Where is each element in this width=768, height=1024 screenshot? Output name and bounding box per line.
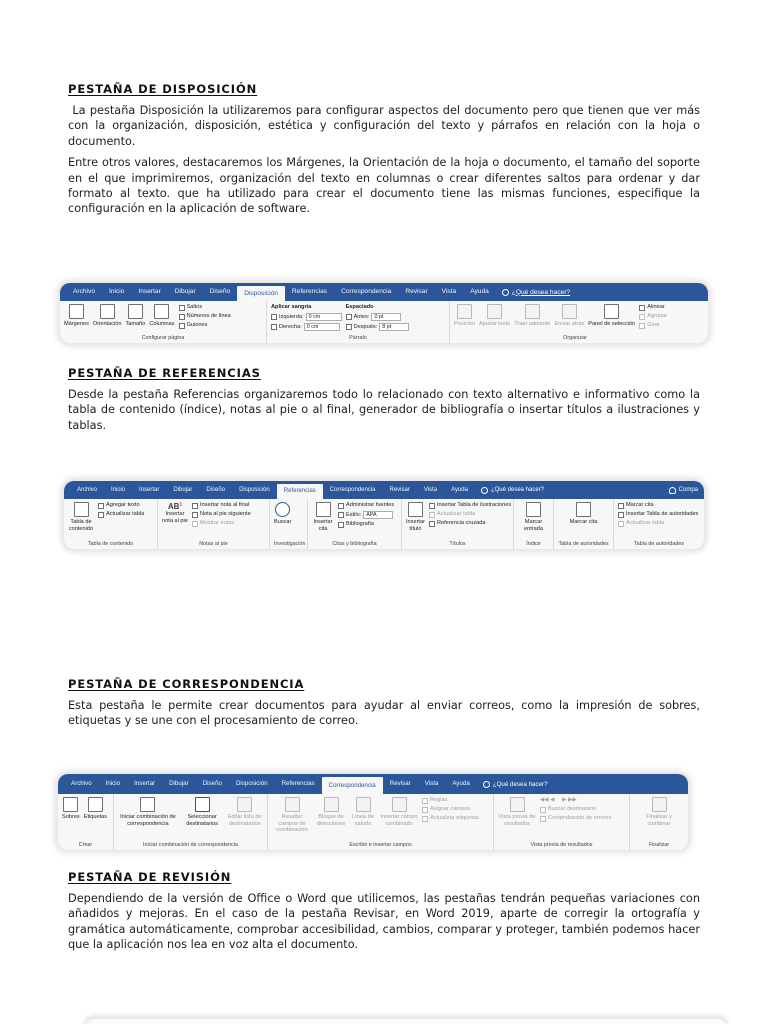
tab-diseno[interactable]: Diseño [202, 780, 222, 787]
asignar-campos-button[interactable] [422, 806, 479, 813]
mark-entry-icon [526, 502, 541, 517]
line-numbers-icon [179, 314, 185, 320]
rotate-icon [639, 323, 645, 329]
group-configurar-pagina [60, 301, 267, 343]
heading-correspondencia: PESTAÑA DE CORRESPONDENCIA [68, 677, 305, 691]
estilo-row [338, 511, 394, 519]
endnote-icon [192, 503, 198, 509]
position-icon [457, 304, 472, 319]
section-referencias [68, 366, 700, 439]
insertar-tabla-aut-label: Insertar Tabla de autoridades [626, 511, 699, 517]
ribbon-tabbar [64, 481, 704, 499]
align-icon [639, 305, 645, 311]
iniciar-label: Iniciar combinación de correspondencia [120, 814, 176, 827]
sobres-button[interactable] [62, 797, 80, 821]
agregar-texto-label: Agregar texto [106, 502, 140, 508]
agrupar-label: Agrupar [647, 313, 668, 319]
wrap-text-icon [487, 304, 502, 319]
espaciado-antes-row [346, 313, 410, 321]
insertar-nota-final-button[interactable] [192, 502, 251, 509]
hyphenation-icon [179, 323, 185, 329]
actualizar-tabla-button[interactable] [98, 511, 144, 518]
margenes-label: Márgenes [64, 321, 89, 327]
group-label-titulos: Títulos [449, 541, 466, 547]
group-label-configurar: Configurar página [141, 335, 185, 341]
tab-inicio[interactable]: Inicio [105, 780, 121, 787]
table-of-contents-icon [74, 502, 89, 517]
tab-diseno[interactable]: Diseño [209, 288, 231, 295]
espaciado-label: Espaciado [345, 304, 374, 310]
recipients-icon [195, 797, 210, 812]
insertar-nota-pie-button[interactable] [162, 502, 188, 525]
comprobacion-errores-button[interactable] [540, 815, 611, 822]
marcar-cita-button[interactable] [570, 502, 598, 526]
columnas-button[interactable] [149, 304, 174, 328]
finalizar-combinar-button[interactable] [639, 797, 679, 827]
group-label-iniciar: Iniciar combinación de correspondencia [143, 842, 238, 848]
tab-correspondencia[interactable]: Correspondencia [341, 288, 392, 295]
update-table-icon [98, 512, 104, 518]
marcar-cita2-label: Marcar cita [626, 502, 654, 508]
group-tabla-autoridades [554, 499, 614, 549]
bibliografia-label: Bibliografía [346, 521, 374, 527]
panel-label: Panel de selección [588, 321, 636, 327]
ajustar-label: Ajustar texto [479, 321, 511, 327]
tab-dibujar[interactable]: Dibujar [169, 780, 189, 787]
ribbon-tabbar [58, 774, 688, 794]
heading-referencias: PESTAÑA DE REFERENCIAS [68, 366, 261, 380]
sobres-label: Sobres [62, 814, 80, 820]
section-revision [68, 870, 700, 959]
insert-caption-icon [408, 502, 423, 517]
paragraph-referencias-1: Desde la pestaña Referencias organizaremos todo lo relacionado con texto alternativo e informativo como la tabla de contenido (índice), notas al pie o al final, generador de bibliografía o insertar títulos a ilustraciones y tablas. [68, 388, 700, 432]
tab-referencias[interactable]: Referencias [281, 780, 315, 787]
insertar-cita-button[interactable] [312, 502, 334, 532]
table-of-figures-icon [429, 503, 435, 509]
mark-citation-icon [618, 503, 624, 509]
nota-siguiente-label: Nota al pie siguiente [200, 511, 251, 517]
group-indice [514, 499, 554, 549]
group-label-tabla-aut2: Tabla de autoridades [633, 541, 685, 547]
group-iniciar-combinacion [114, 794, 268, 850]
style-icon [338, 512, 344, 518]
espaciado-despues-row [346, 323, 410, 331]
antes-label: Antes: [353, 313, 370, 320]
tab-revisar[interactable]: Revisar [389, 487, 410, 493]
bibliography-icon [338, 522, 344, 528]
match-fields-icon [422, 807, 428, 813]
referencia-cruzada-button[interactable] [429, 520, 511, 527]
group-titulos [402, 499, 514, 549]
address-block-icon [324, 797, 339, 812]
seleccionar-label: Seleccionar destinatarios [186, 814, 218, 827]
marcar-entrada-label: Marcar entrada [524, 519, 543, 532]
alinear-label: Alinear [647, 304, 665, 310]
tab-revisar[interactable]: Revisar [389, 780, 411, 787]
group-crear [58, 794, 114, 850]
group-parrafo [267, 301, 450, 343]
tell-me-text: ¿Qué desea hacer? [490, 487, 545, 493]
actualizar-tabla-ilus-button[interactable] [429, 511, 511, 518]
orientacion-label: Orientación [92, 321, 122, 327]
aplicar-sangria-label: Aplicar sangría [271, 304, 312, 310]
heading-disposicion: PESTAÑA DE DISPOSICIÓN [68, 82, 258, 96]
tab-disposicion[interactable]: Disposición [235, 780, 268, 787]
referencia-cruzada-label: Referencia cruzada [436, 520, 486, 526]
breaks-icon [179, 305, 185, 311]
section-correspondencia [68, 677, 700, 735]
mark-citation-icon [576, 502, 591, 517]
group-label-escribir: Escribir e insertar campos [349, 842, 412, 848]
greeting-line-icon [356, 797, 371, 812]
mostrar-notas-label: Mostrar notas [200, 520, 235, 526]
insert-merge-field-icon [392, 797, 407, 812]
indent-left-icon [271, 314, 277, 320]
vista-previa-button[interactable] [498, 797, 536, 827]
paragraph-correspondencia-1: Esta pestaña le permite crear documentos para ayudar al enviar correos, como la impresión de sobres, etiquetas y se une con el procesamiento de correo. [68, 699, 700, 728]
tab-insertar[interactable]: Insertar [138, 288, 161, 295]
update-table-icon [429, 512, 435, 518]
group-citas [308, 499, 402, 549]
spacing-after-icon [346, 324, 352, 330]
lightbulb-icon [481, 487, 488, 494]
tabla-contenido-button[interactable] [68, 502, 94, 532]
finish-merge-icon [652, 797, 667, 812]
search-icon [275, 502, 290, 517]
group-notas-pie [158, 499, 270, 549]
group-label-organizar: Organizar [563, 335, 587, 341]
add-text-icon [98, 503, 104, 509]
agregar-texto-button[interactable] [98, 502, 144, 509]
section-disposicion [68, 82, 704, 223]
update-labels-icon [422, 816, 428, 822]
tab-inicio[interactable]: Inicio [111, 487, 126, 493]
selection-pane-icon [604, 304, 619, 319]
group-label-investigacion: Investigación [274, 541, 306, 547]
buscar-button[interactable] [274, 502, 291, 526]
ribbon-referencias-screenshot [64, 481, 704, 549]
labels-icon [88, 797, 103, 812]
numeros-linea-label: Números de línea [186, 313, 231, 319]
sangria-derecha-row [271, 323, 342, 331]
seleccionar-destinatarios-button[interactable] [182, 797, 223, 827]
send-backward-icon [562, 304, 577, 319]
footnote-icon [168, 502, 182, 511]
editar-lista-label: Editar lista de destinatarios [227, 814, 262, 827]
rules-icon [422, 798, 428, 804]
group-investigacion [270, 499, 308, 549]
admin-fuentes-label: Administrar fuentes [346, 502, 395, 508]
next-ribbon-edge [86, 1019, 726, 1024]
iniciar-combinacion-button[interactable] [118, 797, 178, 827]
actualizar-tabla-label: Actualizar tabla [106, 511, 145, 517]
columns-icon [154, 304, 169, 319]
asignar-label: Asignar campos [430, 806, 471, 812]
indent-left-input[interactable]: 0 cm [306, 313, 342, 321]
tab-archivo[interactable]: Archivo [73, 288, 95, 295]
columnas-label: Columnas [149, 321, 175, 327]
guiones-label: Guiones [186, 322, 208, 328]
spacing-after-input[interactable]: 8 pt [379, 323, 409, 331]
izquierda-label: Izquierda: [279, 313, 304, 320]
tell-me-box[interactable] [477, 781, 548, 788]
share-button[interactable] [669, 487, 704, 494]
insertar-tabla-ilus-label: Insertar Tabla de ilustraciones [436, 502, 512, 508]
record-navigation[interactable]: ◀◀ ◀ ▶ ▶▶ [540, 797, 577, 803]
bibliografia-button[interactable] [338, 521, 394, 528]
nota-siguiente-button[interactable] [192, 511, 251, 518]
traer-adelante-button[interactable] [514, 304, 550, 328]
group-finalizar [630, 794, 688, 850]
comprobacion-label: Comprobación de errores [548, 815, 612, 821]
edit-list-icon [237, 797, 252, 812]
tab-archivo[interactable]: Archivo [77, 487, 98, 493]
ajustar-texto-button[interactable] [479, 304, 510, 328]
ab-glyph: AB [167, 501, 180, 511]
spacing-before-icon [346, 314, 352, 320]
insertar-nota-final-label: Insertar nota al final [200, 502, 250, 508]
insertar-tabla-ilustraciones-button[interactable] [429, 502, 511, 509]
group-organizar [450, 301, 700, 343]
posicion-label: Posición [454, 321, 476, 327]
margenes-button[interactable] [64, 304, 89, 328]
girar-label: Girar [647, 322, 660, 328]
agrupar-button[interactable] [639, 313, 667, 320]
insertar-campo-button[interactable] [380, 797, 418, 827]
tab-revisar[interactable]: Revisar [405, 288, 428, 295]
highlight-fields-icon [285, 797, 300, 812]
insert-citation-icon [316, 502, 331, 517]
group-tabla-contenido [64, 499, 158, 549]
person-icon [669, 487, 676, 494]
tab-referencias[interactable]: Referencias [291, 288, 328, 295]
resaltar-label: Resaltar campos de combinación [276, 814, 308, 834]
ribbon-disposicion-screenshot [60, 283, 708, 343]
tell-me-box[interactable] [475, 487, 544, 494]
resaltar-campos-button[interactable] [272, 797, 312, 834]
tab-vista[interactable]: Vista [423, 487, 438, 493]
heading-revision: PESTAÑA DE REVISIÓN [68, 870, 232, 884]
tab-inicio[interactable]: Inicio [109, 288, 125, 295]
actualizar-etiq-label: Actualizar etiquetas [430, 815, 479, 821]
orientation-icon [100, 304, 115, 319]
group-label-crear: Crear [78, 842, 93, 848]
group-escribir-insertar [268, 794, 494, 850]
insertar-titulo-label: Insertar título [406, 519, 425, 532]
margins-icon [69, 304, 84, 319]
reglas-label: Reglas [430, 797, 448, 803]
sangria-izquierda-row [271, 313, 342, 321]
check-errors-icon [540, 816, 546, 822]
tab-referencias[interactable]: Referencias [277, 484, 323, 499]
share-label: Compa [678, 487, 698, 493]
buscar-dest-label: Buscar destinatario [548, 806, 596, 812]
tab-correspondencia[interactable]: Correspondencia [322, 777, 383, 794]
numeros-linea-button[interactable] [179, 313, 231, 320]
posicion-button[interactable] [454, 304, 475, 328]
etiquetas-label: Etiquetas [83, 814, 108, 820]
saltos-button[interactable] [179, 304, 231, 311]
paragraph-disposicion-2: Entre otros valores, destacaremos los Márgenes, la Orientación de la hoja o documento, el tamaño del soporte en el que imprimiremos, organización del texto en columnas o crear diferentes saltos para ordenar y dar formato al texto. que ha utilizado para crear el documento tiene las mismas funciones, especifique la configuración en la aplicación de software. [68, 156, 700, 216]
group-vista-previa [494, 794, 630, 850]
tabla-contenido-label: Tabla de contenido [68, 519, 94, 532]
indent-right-icon [271, 324, 277, 330]
estilo-label: Estilo: [346, 511, 362, 518]
tab-diseno[interactable]: Diseño [206, 487, 226, 493]
derecha-label: Derecha: [279, 323, 302, 330]
despues-label: Después: [353, 323, 378, 330]
tab-ayuda[interactable]: Ayuda [470, 288, 489, 295]
lineas-label: Línea de saludo [352, 814, 374, 827]
insertar-tabla-autoridades-button[interactable] [618, 511, 698, 518]
tab-ayuda[interactable]: Ayuda [451, 487, 468, 493]
group-tabla-autoridades-2 [614, 499, 704, 549]
group-label-vista: Vista previa de resultados [530, 842, 593, 848]
actualizar-tabla-aut-button[interactable] [618, 520, 698, 527]
tab-dibujar[interactable]: Dibujar [174, 288, 196, 295]
marcar-cita-small-button[interactable] [618, 502, 698, 509]
enviar-label: Enviar atrás [554, 321, 585, 327]
linea-saludo-button[interactable] [350, 797, 376, 827]
group-label-parrafo: Párrafo [349, 335, 367, 341]
manage-sources-icon [338, 503, 344, 509]
girar-button[interactable] [639, 322, 667, 329]
alinear-button[interactable] [639, 304, 667, 311]
find-recipient-icon [540, 807, 546, 813]
tell-me-box[interactable] [496, 289, 570, 296]
cross-reference-icon [429, 521, 435, 527]
actualizar-tabla3-label: Actualizar tabla [626, 520, 665, 526]
show-notes-icon [192, 521, 198, 527]
group-label-tabla-aut: Tabla de autoridades [558, 541, 609, 547]
actualizar-tabla2-label: Actualizar tabla [436, 511, 476, 517]
start-mail-merge-icon [140, 797, 155, 812]
editar-lista-button[interactable] [226, 797, 263, 827]
insertar-titulo-button[interactable] [406, 502, 425, 532]
paragraph-revision-1: Dependiendo de la versión de Office o Word que utilicemos, las pestañas tendrán pequeñas variaciones con añadidos y mejoras. En el caso de la pestaña Revisar, en Word 2019, aparte de corregir la ortografía y gramática automáticamente, comprobar accesibilidad, cambios, comparar y proteger, también podemos hacer que la aplicación nos lea en voz alta el documento. [68, 892, 700, 952]
ribbon-correspondencia-screenshot [58, 774, 688, 850]
group-label-citas: Citas y bibliografía [332, 541, 377, 547]
marcar-cita-label: Marcar cita [569, 519, 598, 525]
envelope-icon [63, 797, 78, 812]
tamano-button[interactable] [125, 304, 145, 328]
saltos-label: Saltos [186, 304, 203, 310]
tab-insertar[interactable]: Insertar [139, 487, 160, 493]
lightbulb-icon [502, 289, 509, 296]
tab-dibujar[interactable]: Dibujar [173, 487, 193, 493]
group-label-tabla: Tabla de contenido [87, 541, 134, 547]
tab-vista[interactable]: Vista [441, 288, 457, 295]
tab-ayuda[interactable]: Ayuda [452, 780, 470, 787]
insertar-nota-label: Insertar nota al pie [162, 511, 188, 525]
etiquetas-button[interactable] [84, 797, 107, 821]
tab-insertar[interactable]: Insertar [134, 780, 156, 787]
next-footnote-icon [192, 512, 198, 518]
insertar-cita-label: Insertar cita [313, 519, 333, 532]
ribbon-tabbar [60, 283, 708, 301]
estilo-select[interactable]: APA [363, 511, 393, 519]
orientacion-button[interactable] [93, 304, 122, 328]
bloque-label: Bloque de direcciones [316, 814, 346, 827]
enviar-atras-button[interactable] [554, 304, 584, 328]
superscript-glyph: 1 [179, 502, 183, 508]
actualizar-etiquetas-button[interactable] [422, 815, 479, 822]
page-size-icon [128, 304, 143, 319]
tab-disposicion[interactable]: Disposición [239, 487, 270, 493]
panel-seleccion-button[interactable] [588, 304, 635, 328]
indent-right-input[interactable]: 0 cm [304, 323, 340, 331]
update-table-icon [618, 521, 624, 527]
lightbulb-icon [483, 781, 490, 788]
finalizar-label: Finalizar y combinar [646, 814, 672, 827]
marcar-entrada-button[interactable] [518, 502, 549, 532]
table-of-authorities-icon [618, 512, 624, 518]
vista-previa-label: Vista previa de resultados [498, 814, 536, 827]
group-label-indice: Índice [526, 541, 541, 547]
preview-results-icon [510, 797, 525, 812]
tab-correspondencia[interactable]: Correspondencia [329, 487, 376, 493]
tab-disposicion[interactable]: Disposición [237, 286, 285, 301]
tamano-label: Tamaño [125, 321, 146, 327]
buscar-label: Buscar [274, 519, 292, 525]
paragraph-disposicion-1: La pestaña Disposición la utilizaremos para configurar aspectos del documento pero que tienen que ver más con la organización, disposición, estética y configuración del texto y párrafos en relación con la hoja o documento. [68, 104, 704, 148]
group-label-finalizar: Finalizar [648, 842, 670, 848]
administrar-fuentes-button[interactable] [338, 502, 394, 509]
tell-me-text: ¿Qué desea hacer? [492, 780, 548, 788]
buscar-destinatario-button[interactable] [540, 806, 611, 813]
guiones-button[interactable] [179, 322, 231, 329]
tab-vista[interactable]: Vista [424, 780, 439, 787]
traer-label: Traer adelante [514, 321, 551, 327]
group-label-notas: Notas al pie [199, 541, 228, 547]
group-icon [639, 314, 645, 320]
spacing-before-input[interactable]: 0 pt [371, 313, 401, 321]
bring-forward-icon [525, 304, 540, 319]
reglas-button[interactable] [422, 797, 479, 804]
mostrar-notas-button[interactable] [192, 520, 251, 527]
bloque-direcciones-button[interactable] [316, 797, 346, 827]
tab-archivo[interactable]: Archivo [71, 780, 92, 787]
tell-me-text: ¿Qué desea hacer? [511, 288, 571, 296]
insertar-campo-label: Insertar campo combinado [380, 814, 418, 827]
